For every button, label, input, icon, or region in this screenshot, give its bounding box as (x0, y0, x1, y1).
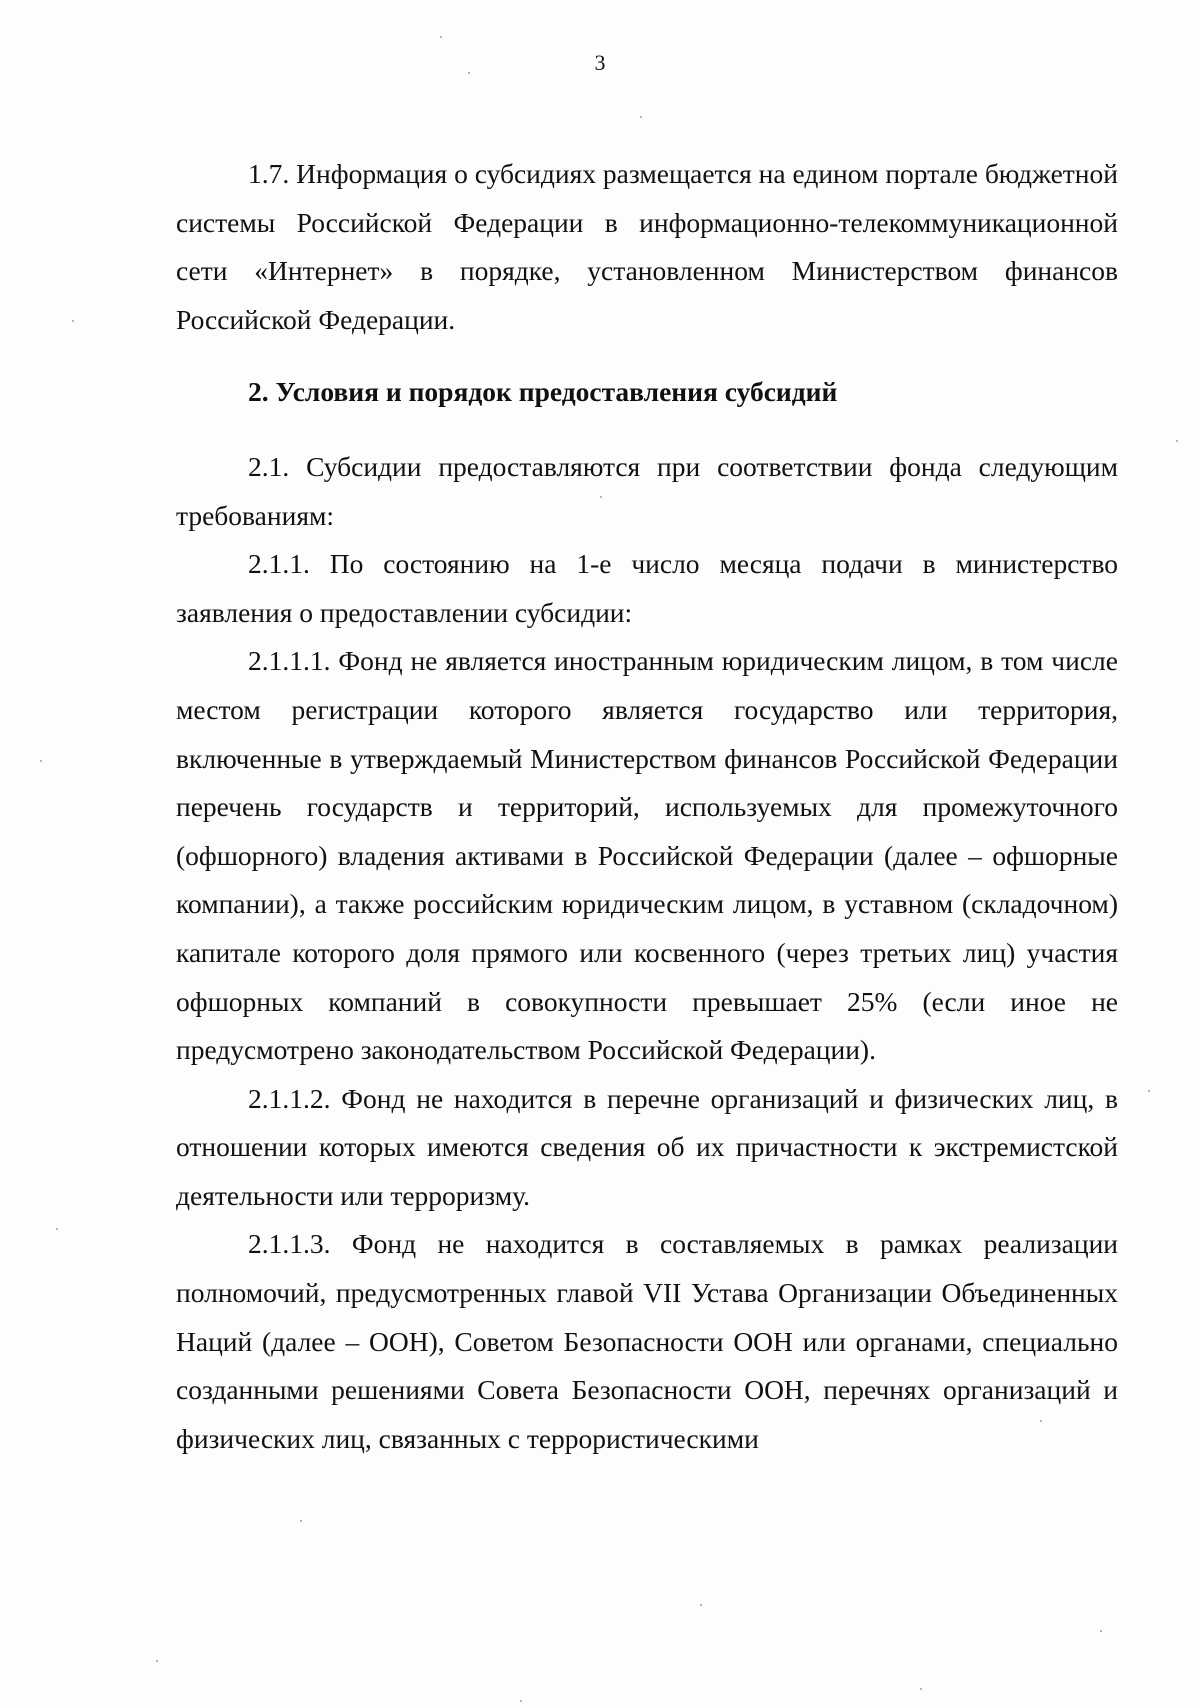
scan-speck (920, 1688, 922, 1690)
scan-speck (1148, 1090, 1150, 1092)
scan-speck (72, 320, 74, 322)
section-heading-2: 2. Условия и порядок предоставления субсидий (248, 376, 838, 408)
scan-speck (56, 1228, 58, 1230)
paragraph-2-1-1-2: 2.1.1.2. Фонд не находится в перечне организаций и физических лиц, в отношении которых имеются сведения об их причастности к экстремистской деятельности или терроризму. (176, 1082, 1118, 1211)
scan-speck (1040, 1420, 1042, 1422)
scan-speck (640, 116, 642, 118)
scan-speck (1176, 440, 1178, 442)
scan-speck (468, 72, 470, 74)
scan-speck (1100, 1630, 1102, 1632)
document-body (176, 150, 1118, 1463)
paragraph-1-7: 1.7. Информация о субсидиях размещается на едином портале бюджетной системы Российской Федерации в информационно-телекоммуникационной сети «Интернет» в порядке, установленном Министерством финансов Российской Федерации. (176, 158, 1118, 335)
scan-speck (40, 760, 42, 762)
scan-speck (156, 1660, 158, 1662)
scan-speck (520, 1700, 522, 1702)
page-number: 3 (594, 50, 606, 75)
scan-speck (300, 1520, 302, 1522)
scan-speck (600, 496, 602, 498)
paragraph-2-1-1: 2.1.1. По состоянию на 1-е число месяца подачи в министерство заявления о предоставлении субсидии: (176, 548, 1118, 628)
paragraph-2-1-1-1: 2.1.1.1. Фонд не является иностранным юридическим лицом, в том числе местом регистрации которого является государство или территория, включенные в утверждаемый Министерством финансов Российской Федерации перечень государств и территорий, используемых для промежуточного (офшорного) владения активами в Российской Федерации (далее – офшорные компании), а также российским юридическим лицом, в уставном (складочном) капитале которого доля прямого или косвенного (через третьих лиц) участия офшорных компаний в совокупности превышает 25% (если иное не предусмотрено законодательством Российской Федерации). (176, 645, 1118, 1066)
scan-speck (700, 1604, 702, 1606)
paragraph-2-1-1-3: 2.1.1.3. Фонд не находится в составляемых в рамках реализации полномочий, предусмотренных главой VII Устава Организации Объединенных Наций (далее – ООН), Советом Безопасности ООН или органами, специально созданными решениями Совета Безопасности ООН, перечнях организаций и физических лиц, связанных с террористическими (176, 1228, 1118, 1454)
scan-speck (440, 36, 442, 38)
paragraph-2-1: 2.1. Субсидии предоставляются при соответствии фонда следующим требованиям: (176, 450, 1118, 531)
